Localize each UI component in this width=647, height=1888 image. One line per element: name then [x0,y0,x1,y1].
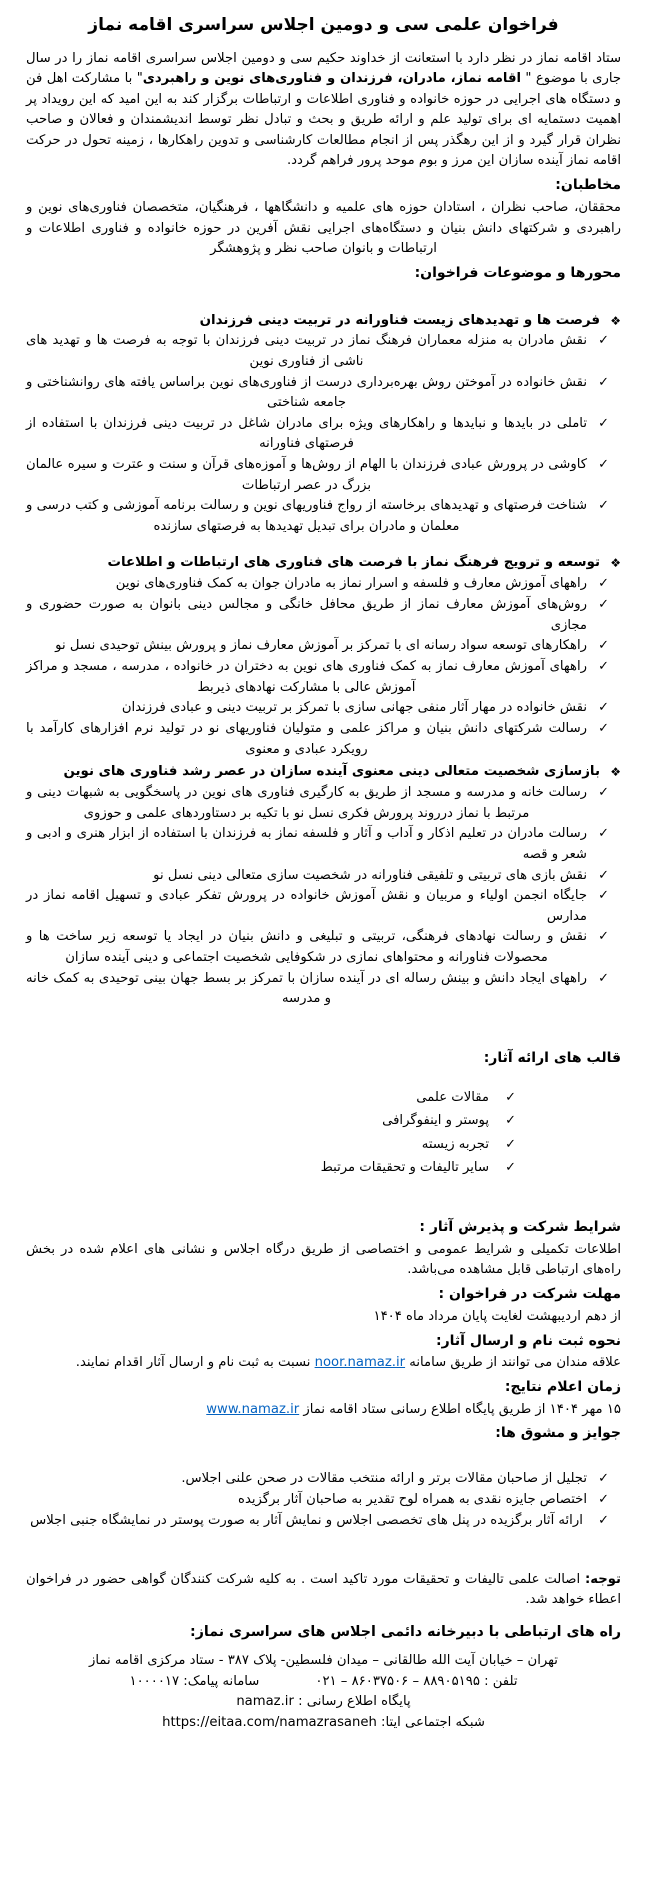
list-item [26,574,621,595]
contact-heading: راه های ارتباطی با دبیرخانه دائمی اجلاس های سراسری نماز: [190,1623,621,1640]
prizes-heading: جوایز و مشوق ها: [495,1425,621,1442]
prize-item-1: تجلیل از صاحبان مقالات برتر و ارائه منتخب مقالات در صحن علنی اجلاس. [181,1471,587,1487]
check-icon: ✓ [598,576,609,592]
check-icon: ✓ [598,498,609,514]
format-item-2: پوستر و اینفوگرافی [382,1113,489,1129]
section-3-item-5: نقش و رسالت نهادهای فرهنگی، تربیتی و تبلیغی و دانش بنیان در ایجاد یا توسعه زیر ساخت ها و محصولات فناورانه و محتواهای نمازی در شکوفایی شخصیت اجتماعی و دینی آینده سازان [26,929,587,966]
check-icon: ✓ [598,659,609,675]
deadline-heading: مهلت شرکت در فراخوان : [438,1286,621,1303]
check-icon: ✓ [598,638,609,654]
section-1-item-3: تاملی در بایدها و نبایدها و راهکارهای ویژه برای مادران شاغل در تربیت دینی فرزندان با استفاده از فرصتهای فناورانه [26,415,587,452]
section-1-item-5: شناخت فرصتهای و تهدیدهای برخاسته از رواج فناوریهای نوین و رسالت برنامه آموزشی و کتب درسی و معلمان و مادران برای تبدیل تهدیدها به فرصتهای سازنده [26,498,587,534]
formats-list [26,1088,621,1179]
section-3-item-4: جایگاه انجمن اولیاء و مربیان و نقش آموزش خانواده در پرورش تفکر عبادی و تسهیل اقامه نماز در مدارس [26,888,587,924]
prize-item-2: اختصاص جایزه نقدی به همراه لوح تقدیر به صاحبان آثار برگزیده [238,1491,587,1507]
check-icon: ✓ [598,826,609,842]
section-2-item-5: نقش خانواده در مهار آثار منفی جهانی سازی با تمرکز بر تربیت دینی و عبادی فرزندان [121,700,587,716]
list-item [26,1135,516,1156]
section-2-item-6: رسالت شرکتهای دانش بنیان و مراکز علمی و متولیان فناوریهای نو در تولید نرم افزارهای کارآمد با رویکرد عبادی و معنوی [26,721,587,757]
audiences-text: محققان، صاحب نظران ، استادان حوزه های علمیه و دانشگاهها ، فرهنگیان، متخصصان فناوری‌های نوین و راهبردی و شرکتهای دانش بنیان و دستگاه‌های اجرایی نقش آفرین در حوزه خانواده و فناوری اطلاعات و ارتباطات و بانوان صاحب نظر و پژوهشگر [26,199,621,257]
list-item [26,636,621,657]
check-icon: ✓ [598,970,609,986]
prize-item-3: ارائه آثار برگزیده در پنل های تخصصی اجلاس و نمایش آثار به صورت پوستر در نمایشگاه جنبی اجلاس [30,1512,583,1528]
check-icon: ✓ [598,597,609,613]
check-icon: ✓ [598,1491,609,1507]
list-item [26,331,621,372]
page-title: فراخوان علمی سی و دومین اجلاس سراسری اقامه نماز [88,15,559,35]
section-2-item-3: راهکارهای توسعه سواد رسانه ای با تمرکز بر آموزش معارف نماز و پرورش بینش توحیدی نسل نو [55,638,587,654]
section-2-item-2: روش‌های آموزش معارف نماز از طریق محافل خانگی و مجالس دینی بانوان به صورت حضوری و مجازی [26,597,587,633]
registration-portal-link[interactable]: noor.namaz.ir [314,1355,406,1371]
note-paragraph [26,1570,621,1611]
results-text [26,1400,621,1421]
section-3-item-3: نقش بازی های تربیتی و تلفیقی فناورانه در شخصیت سازی متعالی دینی نسل نو [153,867,587,883]
check-icon: ✓ [505,1136,516,1152]
contact-social-line [26,1713,621,1734]
list-item [26,927,621,968]
list-item [26,1158,516,1179]
list-item [26,496,621,537]
contact-address: تهران – خیابان آیت الله طالقانی – میدان فلسطین- پلاک ۳۸۷ - ستاد مرکزی اقامه نماز [89,1652,558,1668]
check-icon: ✓ [598,333,609,349]
contact-phone: تلفن : ۸۸۹۰۵۱۹۵ – ۸۶۰۳۷۵۰۶ – ۰۲۱ [315,1673,518,1689]
formats-heading: قالب های ارائه آثار: [483,1049,621,1066]
list-item [26,824,621,865]
check-icon: ✓ [598,888,609,904]
section-2-title: توسعه و ترویج فرهنگ نماز با فرصت های فناوری های ارتباطات و اطلاعات [107,555,600,571]
audiences-heading: مخاطبان: [555,177,621,194]
check-icon: ✓ [598,700,609,716]
note-label: توجه: [585,1571,621,1587]
intro-text-before: ستاد اقامه نماز در نظر دارد با استعانت از خداوند حکیم سی و دومین اجلاس سراسری اقامه نماز را در سال جاری با موضوع " [26,50,622,87]
section-3-heading [26,762,621,783]
format-item-3: تجربه زیسته [421,1136,489,1152]
check-icon: ✓ [598,867,609,883]
list-item [26,886,621,927]
section-3-item-2: رسالت مادران در تعلیم اذکار و آداب و آثار و فلسفه نماز به فرزندان با استفاده از ابزار هنری و ادبی و شعر و قصه [26,826,587,862]
results-text-before: ۱۵ مهر ۱۴۰۴ از طریق پایگاه اطلاع رسانی ستاد اقامه نماز [299,1401,621,1417]
check-icon: ✓ [505,1160,516,1176]
conditions-text: اطلاعات تکمیلی و شرایط عمومی و اختصاصی از طریق درگاه اجلاس و نشانی های اعلام شده در بخش راه‌های ارتباطی قابل مشاهده می‌باشد. [26,1241,621,1278]
list-item [26,414,621,455]
list-item [26,595,621,636]
check-icon: ✓ [598,415,609,431]
section-1-heading [26,311,621,332]
diamond-bullet-icon: ❖ [610,765,621,780]
list-item [26,1469,621,1490]
contact-social-label: شبکه اجتماعی ایتا: [376,1714,485,1730]
registration-text-after: نسبت به ثبت نام و ارسال آثار اقدام نمایند. [75,1355,315,1371]
topics-heading: محورها و موضوعات فراخوان: [414,264,621,281]
list-item [26,657,621,698]
list-item [26,969,621,1010]
intro-topic-bold: اقامه نماز، مادران، فرزندان و فناوری‌های نوین و راهبردی [142,71,522,87]
contact-phone-line [26,1672,621,1693]
list-item [26,373,621,414]
results-website-link[interactable]: www.namaz.ir [206,1401,300,1417]
format-item-4: سایر تالیفات و تحقیقات مرتبط [320,1160,489,1176]
list-item [26,1511,621,1532]
check-icon: ✓ [598,785,609,801]
intro-paragraph [26,49,621,173]
contact-website-line [26,1692,621,1713]
note-text: اصالت علمی تالیفات و تحقیقات مورد تاکید است . به کلیه شرکت کنندگان گواهی حضور در فراخوان اعطاء خواهد شد. [26,1571,621,1608]
list-item [26,866,621,887]
list-item [26,719,621,760]
contact-sms: سامانه پیامک: ۱۰۰۰۰۱۷ [129,1673,260,1689]
section-3-title: بازسازی شخصیت متعالی دینی معنوی آینده سازان در عصر رشد فناوری های نوین [63,764,600,780]
check-icon: ✓ [505,1089,516,1105]
section-2-item-1: راههای آموزش معارف و فلسفه و اسرار نماز به مادران جوان به کمک فناوری‌های نوین [115,576,587,592]
section-1-item-1: نقش مادران به منزله معماران فرهنگ نماز در تربیت دینی فرزندان با توجه به فرصت ها و تهدید های ناشی از فناوری نوین [26,333,587,370]
check-icon: ✓ [505,1113,516,1129]
section-3-item-1: رسالت خانه و مدرسه و مسجد از طریق به کارگیری فناوری های نوین در پاسخگویی به شبهات دینی و مرتبط با نماز درروند پرورش فکری نسل نو با تکیه بر دستاوردهای علمی و حوزوی [26,785,587,821]
contact-website-label: پایگاه اطلاع رسانی : [293,1694,411,1710]
section-2-item-4: راههای آموزش معارف نماز به کمک فناوری های نوین به دختران در خانواده ، مدرسه ، مسجد و مراکز آموزش عالی با مشارکت نهادهای ذیربط [26,659,587,695]
list-item [26,1111,516,1132]
results-heading: زمان اعلام نتایج: [504,1378,621,1395]
contact-website: namaz.ir [236,1694,294,1710]
deadline-text: از دهم اردیبهشت لغایت پایان مرداد ماه ۱۴۰۴ [373,1308,621,1324]
list-item [26,1088,516,1109]
check-icon: ✓ [598,929,609,945]
check-icon: ✓ [598,456,609,472]
check-icon: ✓ [598,1512,609,1528]
format-item-1: مقالات علمی [416,1089,489,1105]
section-2-heading [26,553,621,574]
section-1-item-2: نقش خانواده در آموختن روش بهره‌برداری درست از فناوری‌های نوین براساس یافته های روانشناختی و جامعه شناختی [26,374,587,411]
registration-heading: نحوه ثبت نام و ارسال آثار: [435,1332,621,1349]
diamond-bullet-icon: ❖ [610,556,621,571]
check-icon: ✓ [598,721,609,737]
section-1-item-4: کاوشی در پرورش عبادی فرزندان با الهام از روش‌ها و آموزه‌های قرآن و سنت و عترت و سیره عالمان بزرگ در عصر ارتباطات [26,456,587,493]
list-item [26,455,621,496]
registration-text [26,1353,621,1374]
check-icon: ✓ [598,374,609,390]
list-item [26,1490,621,1511]
check-icon: ✓ [598,1471,609,1487]
intro-text-after: " با مشارکت اهل فن و دستگاه های اجرایی در حوزه خانواده و فناوری اطلاعات و ارتباطات برگزار کند به این امید که این رویداد پر اهمیت دستمایه ای برای تولید علم و ارائه طریق و بحث و تبادل نظر توسط اندیشمندان و فعالان و صاحب نظران قرار گیرد و از این رهگذر پس از انجام مطالعات کارشناسی و تدوین راهکارها ، زمینه تحول در حرکت اقامه نماز آینده سازان این مرز و بوم موحد پرور فراهم گردد. [26,71,621,169]
list-item [26,783,621,824]
diamond-bullet-icon: ❖ [610,313,621,328]
registration-text-before: علاقه مندان می توانند از طریق سامانه [405,1355,621,1371]
contact-social-url: https://eitaa.com/namazrasaneh [162,1714,377,1730]
section-3-item-6: راههای ایجاد دانش و بینش رساله ای در آینده سازان با تمرکز بر بسط جهان بینی توحیدی به کمک خانه و مدرسه [26,970,587,1007]
list-item [26,698,621,719]
conditions-heading: شرایط شرکت و پذیرش آثار : [419,1219,621,1236]
section-1-title: فرصت ها و تهدیدهای زیست فناورانه در تربیت دینی فرزندان [199,312,600,328]
